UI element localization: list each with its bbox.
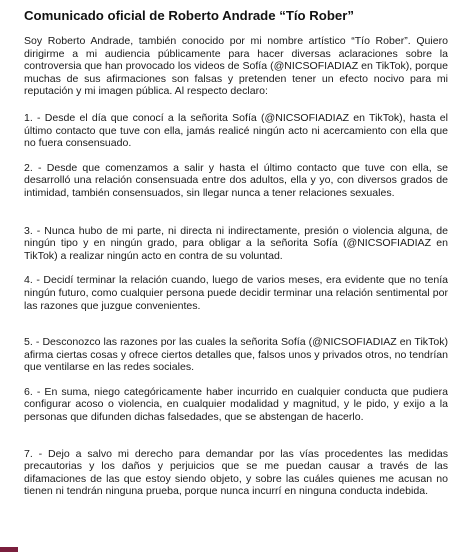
statement-point-6: 6. - En suma, niego categóricamente haber incurrido en cualquier conducta que pudiera configurar acoso o violencia, en cualquier modalidad y magnitud, y le pido, y exijo a la personas que difunden dichas falsedades, que se abstengan de hacerlo. [24, 385, 448, 424]
document-title: Comunicado oficial de Roberto Andrade “Tío Rober” [24, 8, 354, 23]
statement-point-7: 7. - Dejo a salvo mi derecho para demandar por las vías procedentes las medidas precautorias y los daños y perjuicios que se me puedan causar a través de las difamaciones de las que estoy siendo objeto, y sobre las cuáles quienes me acusan no tienen ni tendrán ninguna prueba, porque nunca incurrí en ninguna conducta indebida. [24, 447, 448, 498]
statement-point-2: 2. - Desde que comenzamos a salir y hasta el último contacto que tuve con ella, se desarrolló una relación consensuada entre dos adultos, ella y yo, con diversos grados de intimidad, también consensuados, sin llegar nunca a tener relaciones sexuales. [24, 161, 448, 199]
statement-point-4: 4. - Decidí terminar la relación cuando, luego de varios meses, era evidente que no tenía ningún futuro, como cualquier persona puede decidir terminar una relación sentimental por las razones que juzgue convenientes. [24, 274, 448, 312]
statement-document [24, 8, 448, 498]
statement-point-5: 5. - Desconozco las razones por las cuales la señorita Sofía (@NICSOFIADIAZ en TikTok) afirma ciertas cosas y ofrece ciertos detalles que, falsos unos y privados otros, no tendrían que ventilarse en las redes sociales. [24, 336, 448, 374]
statement-point-3: 3. - Nunca hubo de mi parte, ni directa ni indirectamente, presión o violencia alguna, de ningún tipo y en ningún grado, para obligar a la señorita Sofía (@NICSOFIADIAZ en TikTok) a realizar ningún acto en contra de su voluntad. [24, 224, 448, 262]
statement-point-1: 1. - Desde el día que conocí a la señorita Sofía (@NICSOFIADIAZ en TikTok), hasta el último contacto que tuve con ella, jamás realicé ningún acto ni acercamiento con ella que no fuera consensuado. [24, 111, 448, 150]
intro-paragraph: Soy Roberto Andrade, también conocido por mi nombre artístico “Tío Rober”. Quiero dirigirme a mi audiencia públicamente para hacer diversas aclaraciones sobre la controversia que han provocado los videos de Sofía (@NICSOFIADIAZ en TikTok), porque muchas de sus afirmaciones son falsas y pretenden tener un efecto nocivo para mi reputación y mi imagen pública. Al respecto declaro: [24, 35, 448, 98]
corner-color-mark [0, 547, 18, 552]
